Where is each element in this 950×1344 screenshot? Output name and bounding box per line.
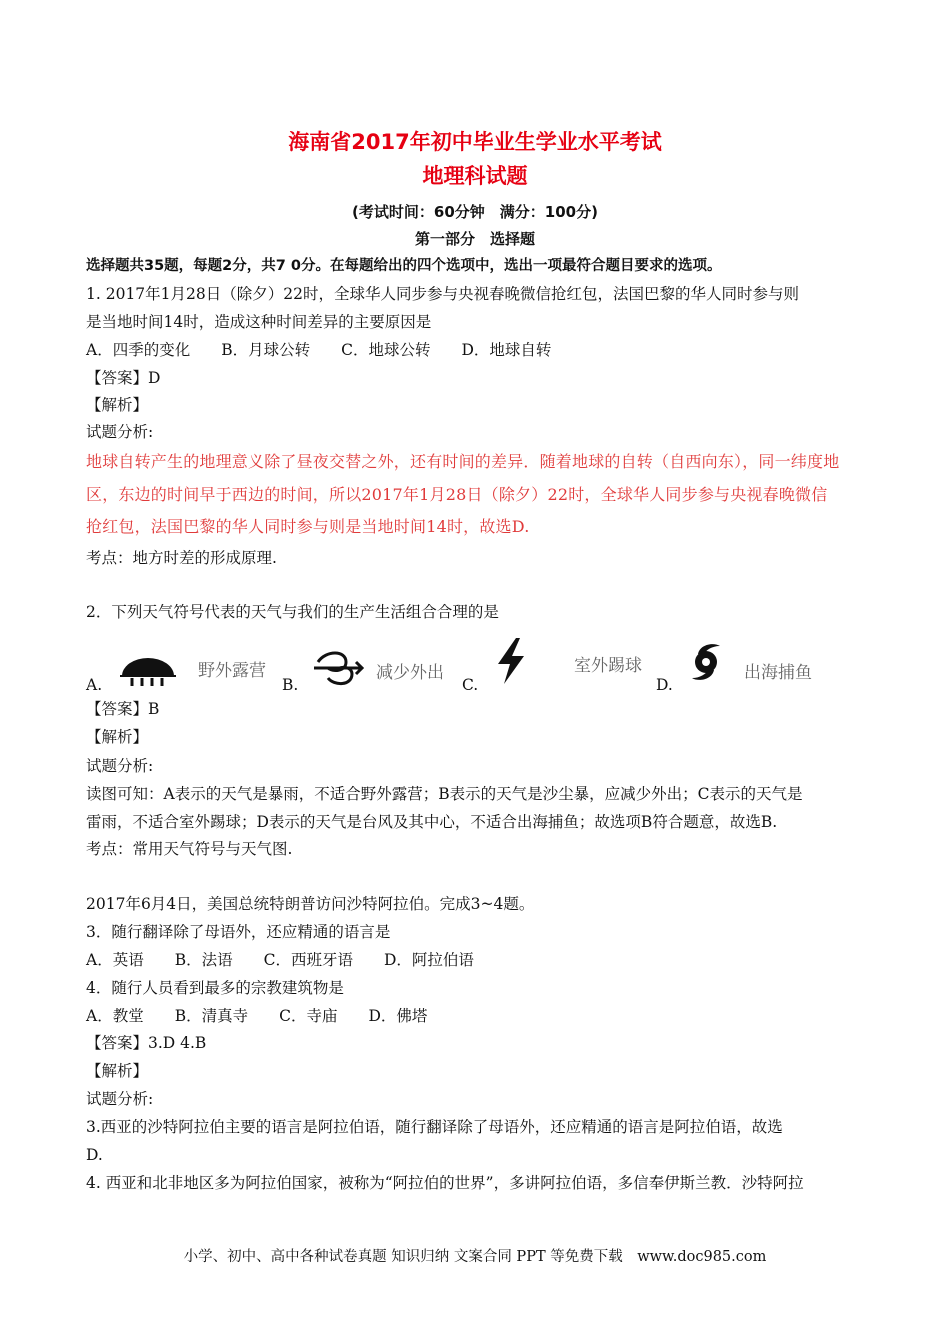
part-heading: 第一部分 选择题	[414, 230, 535, 248]
q1-analysis-heading: 【解析】	[86, 396, 149, 414]
q1-explain-line3: 抢红包，法国巴黎的华人同时参与则是当地时间14时，故选D.	[86, 517, 530, 536]
q2-option-a-letter: A.	[86, 676, 103, 694]
q34-intro: 2017年6月4日，美国总统特朗普访问沙特阿拉伯。完成3~4题。	[86, 895, 535, 913]
page-footer: 小学、初中、高中各种试卷真题 知识归纳 文案合同 PPT 等免费下载 www.doc985.com	[183, 1249, 767, 1265]
q1-knowledge-point: 考点：地方时差的形成原理.	[86, 549, 277, 567]
q2-answer: 【答案】B	[86, 700, 160, 718]
sandstorm-icon	[312, 646, 364, 690]
q2-stem: 2．下列天气符号代表的天气与我们的生产生活组合合理的是	[86, 603, 499, 621]
q1-explain-line2: 区，东边的时间早于西边的时间，所以2017年1月28日（除夕）22时，全球华人同步参与央视春晚微信	[86, 485, 828, 504]
exam-info: (考试时间：60分钟 满分：100分)	[352, 203, 598, 221]
thunder-icon	[494, 636, 528, 686]
q3-options: A．英语 B．法语 C．西班牙语 D．阿拉伯语	[86, 951, 474, 969]
q2-option-a-label: 野外露营	[198, 661, 266, 681]
q2-option-d-label: 出海捕鱼	[744, 663, 812, 683]
q34-analysis-heading: 【解析】	[86, 1062, 149, 1080]
q1-options: A．四季的变化 B．月球公转 C．地球公转 D．地球自转	[86, 341, 552, 359]
q2-option-b-letter: B.	[282, 676, 299, 694]
q1-explain-line1: 地球自转产生的地理意义除了昼夜交替之外，还有时间的差异．随着地球的自转（自西向东），同一纬度地	[86, 452, 840, 471]
q4-options: A．教堂 B．清真寺 C．寺庙 D．佛塔	[86, 1007, 428, 1025]
q2-option-d-letter: D.	[656, 676, 673, 694]
q2-option-c-label: 室外踢球	[574, 656, 642, 676]
q4-stem: 4．随行人员看到最多的宗教建筑物是	[86, 979, 344, 997]
q34-analysis-label: 试题分析:	[86, 1090, 154, 1108]
q34-answer: 【答案】3.D 4.B	[86, 1034, 207, 1052]
rainstorm-icon	[116, 648, 180, 688]
q4-explain-line1: 4. 西亚和北非地区多为阿拉伯国家，被称为“阿拉伯的世界”，多讲阿拉伯语，多信奉伊斯兰教．沙特阿拉	[86, 1174, 804, 1192]
q2-knowledge-point: 考点：常用天气符号与天气图.	[86, 840, 293, 858]
q2-analysis-heading: 【解析】	[86, 728, 149, 746]
q3-explain-line1: 3.西亚的沙特阿拉伯主要的语言是阿拉伯语，随行翻译除了母语外，还应精通的语言是阿拉伯语，故选	[86, 1118, 783, 1136]
q2-option-b-label: 减少外出	[376, 663, 444, 683]
q2-analysis-label: 试题分析:	[86, 757, 154, 775]
q1-stem-line1: 1. 2017年1月28日（除夕）22时，全球华人同步参与央视春晚微信抢红包，法国巴黎的华人同时参与则	[86, 285, 799, 303]
exam-title: 海南省2017年初中毕业生学业水平考试	[288, 130, 662, 154]
q2-explain-line1: 读图可知：A表示的天气是暴雨，不适合野外露营；B表示的天气是沙尘暴，应减少外出；C表示的天气是	[86, 785, 803, 803]
instructions: 选择题共35题，每题2分，共7 0分。在每题给出的四个选项中，选出一项最符合题目要求的选项。	[86, 258, 722, 274]
q2-explain-line2: 雷雨，不适合室外踢球；D表示的天气是台风及其中心，不适合出海捕鱼；故选项B符合题意，故选B.	[86, 813, 778, 831]
q1-stem-line2: 是当地时间14时，造成这种时间差异的主要原因是	[86, 313, 432, 331]
exam-subject-title: 地理科试题	[422, 164, 528, 188]
q1-answer: 【答案】D	[86, 369, 161, 387]
q1-analysis-label: 试题分析:	[86, 423, 154, 441]
q3-stem: 3．随行翻译除了母语外，还应精通的语言是	[86, 923, 391, 941]
typhoon-icon	[686, 640, 726, 684]
q3-explain-line2: D.	[86, 1146, 103, 1164]
q2-option-c-letter: C.	[462, 676, 479, 694]
